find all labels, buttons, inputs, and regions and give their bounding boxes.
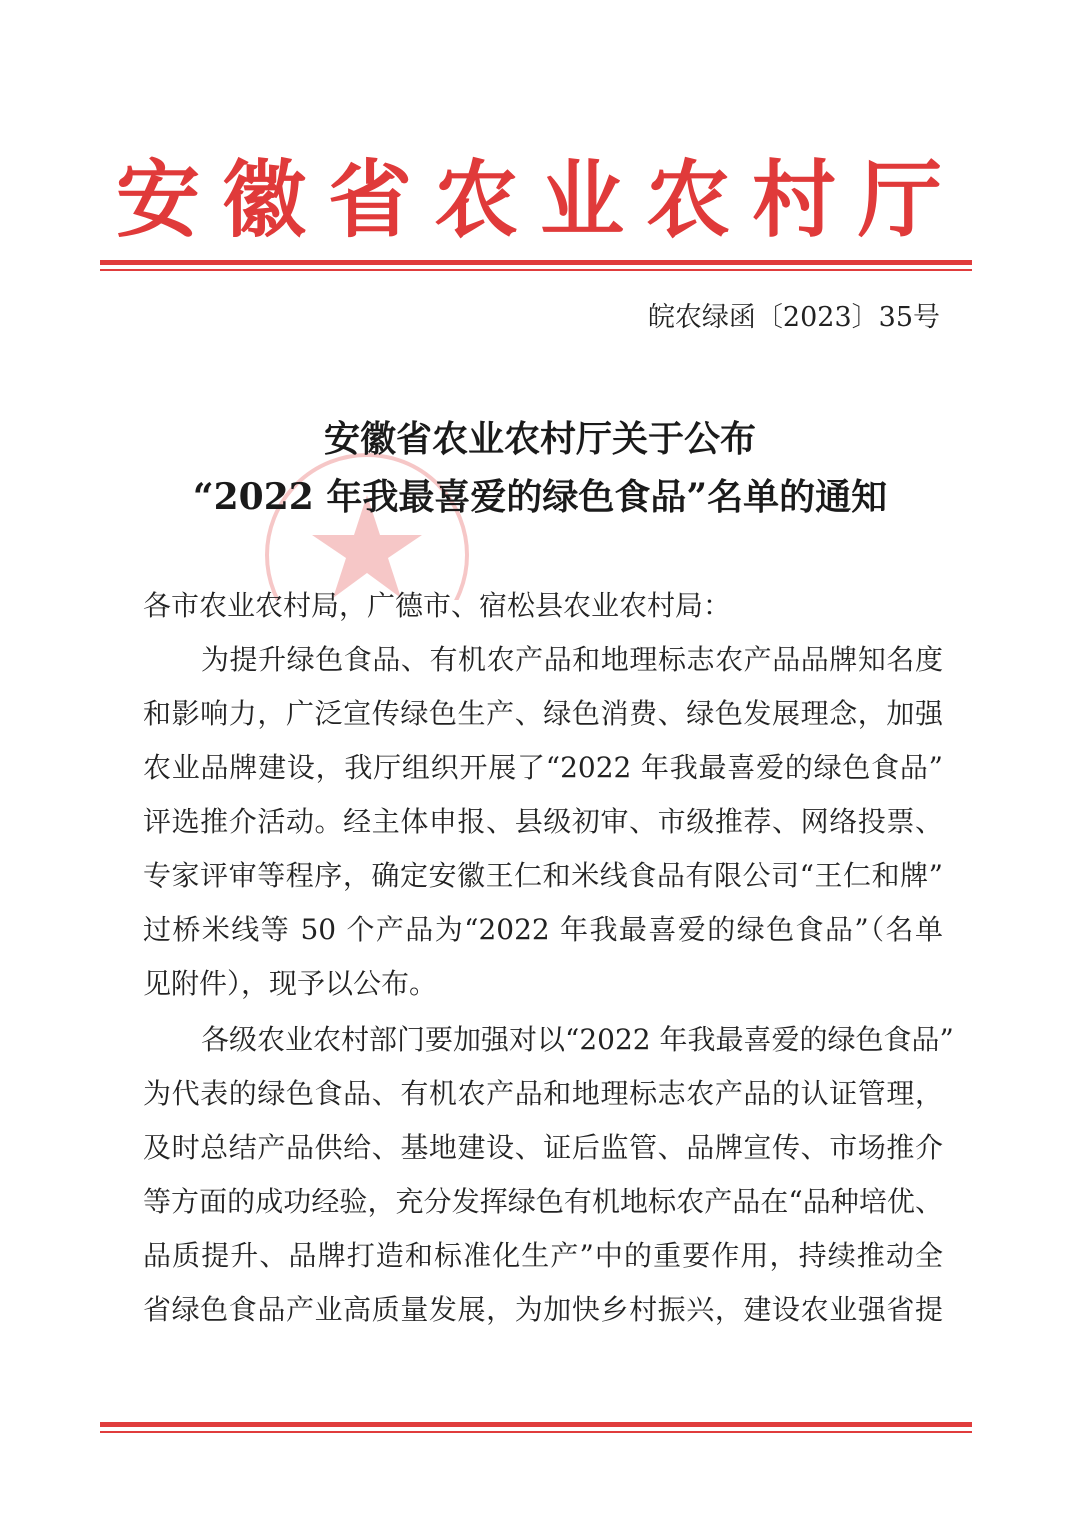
letterhead-red-rule <box>100 260 972 271</box>
rule-thick-line <box>100 260 972 265</box>
body-line: 各级农业农村部门要加强对以“2022 年我最喜爱的绿色食品” <box>201 1023 954 1056</box>
body-line: 及时总结产品供给、基地建设、证后监管、品牌宣传、市场推介 <box>143 1131 943 1164</box>
body-line: 品质提升、品牌打造和标准化生产”中的重要作用，持续推动全 <box>143 1239 943 1272</box>
body-line: 评选推介活动。经主体申报、县级初审、市级推荐、网络投票、 <box>143 805 943 838</box>
notice-title-line-2: “2022 年我最喜爱的绿色食品”名单的通知 <box>192 476 888 518</box>
body-line: 省绿色食品产业高质量发展，为加快乡村振兴，建设农业强省提 <box>143 1293 943 1326</box>
notice-title-line-1: 安徽省农业农村厅关于公布 <box>323 418 756 460</box>
footer-red-rule <box>100 1422 972 1433</box>
body-line: 和影响力，广泛宣传绿色生产、绿色消费、绿色发展理念，加强 <box>143 697 943 730</box>
document-number: 皖农绿函〔2023〕35号 <box>647 302 940 333</box>
body-line: 过桥米线等 50 个产品为“2022 年我最喜爱的绿色食品”（名单 <box>143 913 943 946</box>
body-line: 等方面的成功经验，充分发挥绿色有机地标农产品在“品种培优、 <box>143 1185 943 1218</box>
body-line: 见附件），现予以公布。 <box>143 967 438 1000</box>
rule-thin-line <box>100 1431 972 1433</box>
letterhead-title: 安徽省农业农村厅 <box>115 150 964 249</box>
body-line: 专家评审等程序，确定安徽王仁和米线食品有限公司“王仁和牌” <box>143 859 943 892</box>
rule-thin-line <box>100 269 972 271</box>
rule-thick-line <box>100 1422 972 1427</box>
body-line: 农业品牌建设，我厅组织开展了“2022 年我最喜爱的绿色食品” <box>143 751 943 784</box>
body-line: 为代表的绿色食品、有机农产品和地理标志农产品的认证管理， <box>143 1077 943 1110</box>
addressee: 各市农业农村局，广德市、宿松县农业农村局： <box>143 589 732 622</box>
body-line: 为提升绿色食品、有机农产品和地理标志农产品品牌知名度 <box>201 643 943 676</box>
notice-title <box>0 410 1080 526</box>
